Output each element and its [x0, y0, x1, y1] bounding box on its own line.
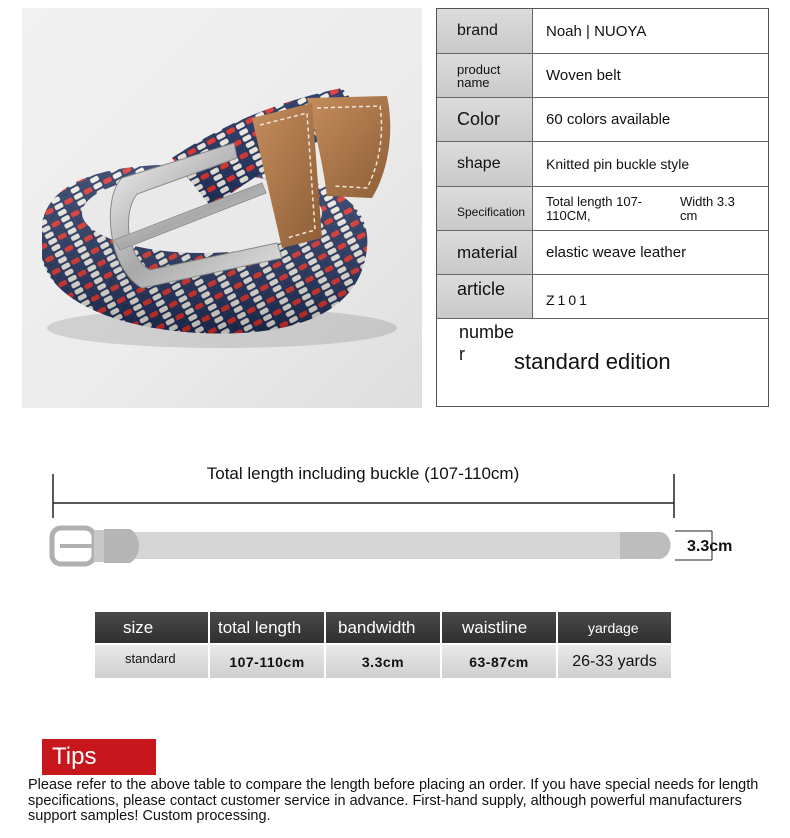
size-header-waistline: waistline: [442, 612, 558, 645]
belt-tip: [620, 532, 671, 559]
spec-key: material: [437, 231, 533, 274]
spec-row-color: [437, 98, 768, 142]
spec-row-article: [437, 275, 768, 319]
size-header-size: size: [95, 612, 210, 645]
spec-key: article: [437, 275, 533, 318]
spec-key: product name: [437, 54, 533, 97]
size-table: [95, 612, 673, 678]
spec-value: [534, 187, 768, 230]
spec-width: Width 3.3 cm: [680, 193, 735, 223]
size-cell-yardage: 26-33 yards: [558, 645, 673, 678]
spec-row-product-name: [437, 54, 768, 98]
spec-key: shape: [437, 142, 533, 186]
size-cell-waistline: 63-87cm: [442, 645, 558, 678]
spec-key: brand: [437, 9, 533, 53]
woven-belt-illustration: [22, 8, 422, 408]
size-header-bandwidth: bandwidth: [326, 612, 442, 645]
spec-row-brand: [437, 9, 768, 54]
width-dimension-label: 3.3cm: [687, 538, 733, 555]
spec-row-material: [437, 231, 768, 275]
size-cell-bandwidth: 3.3cm: [326, 645, 442, 678]
belt-buckle-bar: [94, 530, 104, 562]
product-photo: [22, 8, 422, 408]
belt-strap: [92, 532, 670, 559]
spec-value: Noah | NUOYA: [546, 22, 647, 40]
spec-key: Specification: [437, 187, 533, 230]
size-cell-size: standard: [95, 645, 210, 678]
size-header-total-length: total length: [210, 612, 326, 645]
belt-keeper: [104, 529, 139, 563]
spec-value: Z101: [546, 291, 590, 308]
spec-row-specification: [437, 187, 768, 231]
spec-value: Knitted pin buckle style: [546, 156, 690, 172]
spec-row-edition: [437, 319, 768, 407]
size-header-yardage: yardage: [558, 612, 673, 645]
spec-key-number: number: [459, 322, 515, 364]
spec-value: 60 colors available: [546, 111, 671, 128]
tips-text: Please refer to the above table to compare the length before placing an order. If you have special needs for length specifications, please contact customer service in advance. First-hand supply, although powerful manufacturers support samples! Custom processing.: [28, 777, 759, 824]
spec-value: elastic weave leather: [546, 244, 687, 261]
spec-table: [436, 8, 769, 407]
belt-diagram-svg: [0, 466, 790, 576]
size-cell-total-length: 107-110cm: [210, 645, 326, 678]
spec-value: Woven belt: [546, 67, 621, 84]
spec-row-shape: [437, 142, 768, 187]
spec-key: Color: [437, 98, 533, 141]
length-dimension-label: Total length including buckle (107-110cm): [206, 464, 520, 483]
spec-total-length: Total length 107-110CM,: [546, 193, 643, 223]
tips-badge: Tips: [42, 739, 156, 775]
spec-edition: standard edition: [514, 349, 671, 374]
belt-dimension-diagram: [0, 466, 790, 581]
